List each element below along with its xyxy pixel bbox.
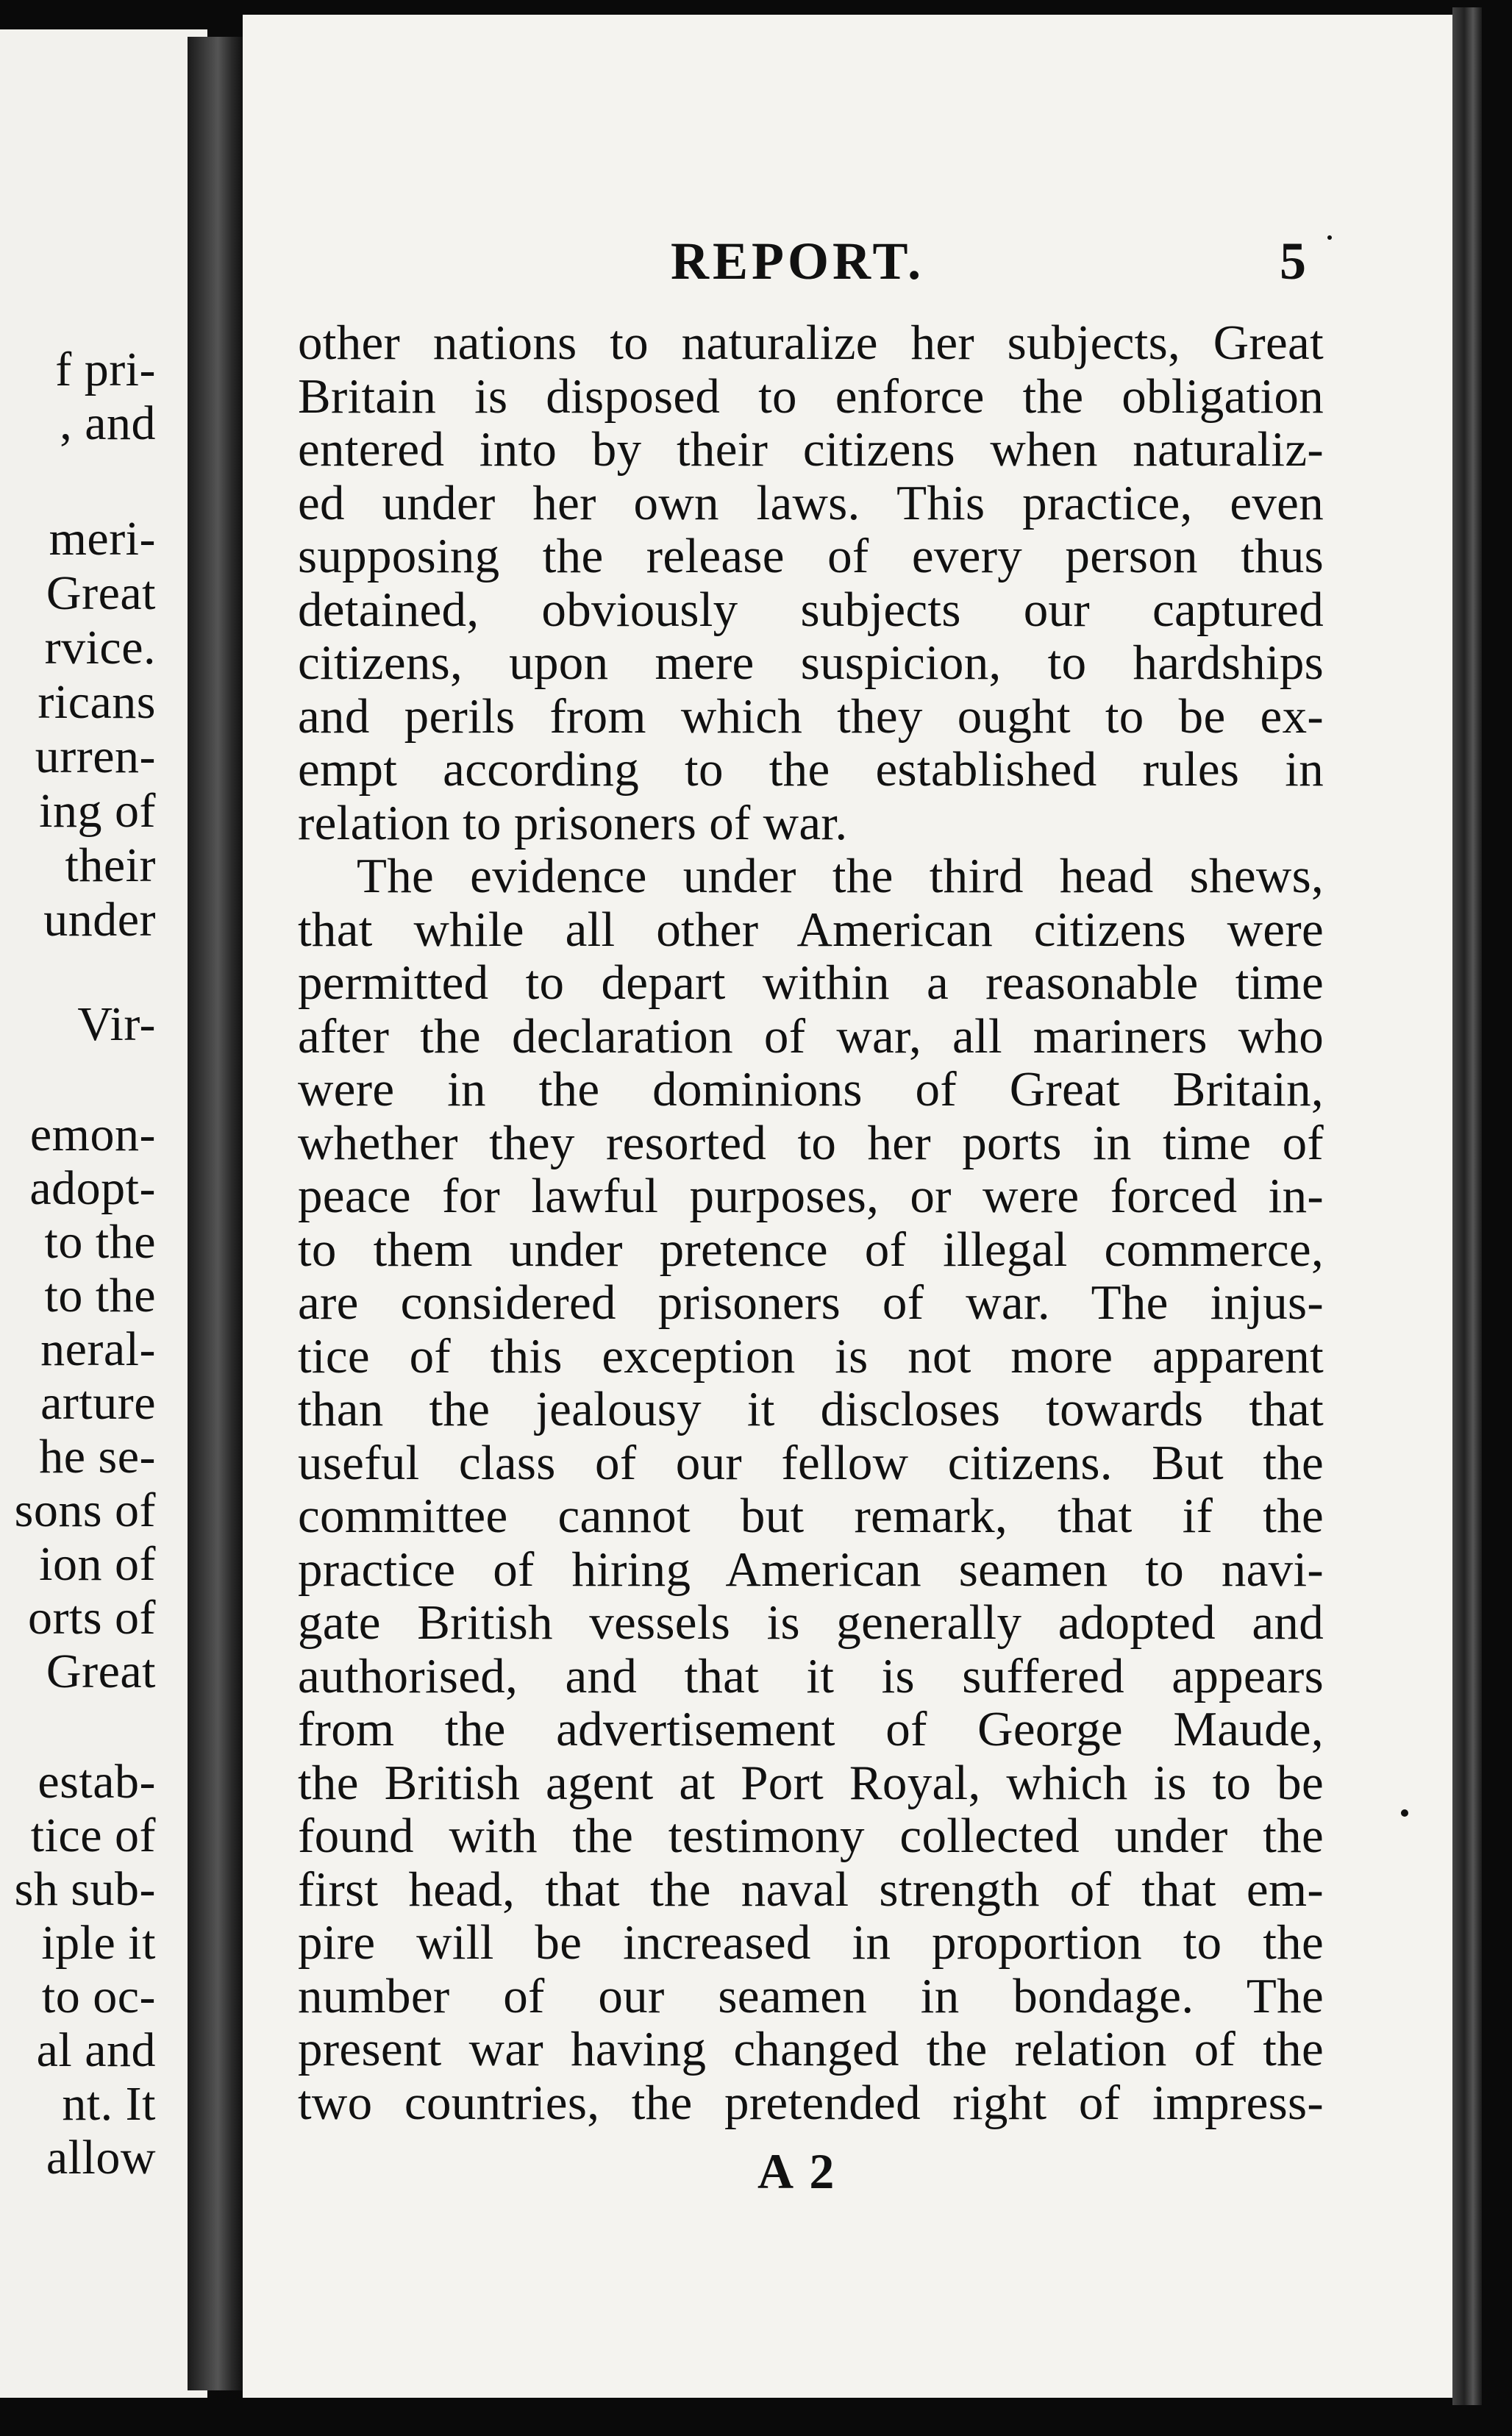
text-line: to them under pretence of illegal commerce, bbox=[298, 1222, 1324, 1277]
page-number: 5 bbox=[1280, 232, 1306, 291]
left-line: their bbox=[65, 838, 156, 892]
left-line: meri- bbox=[49, 512, 156, 566]
text-line: two countries, the pretended right of impress- bbox=[298, 2075, 1324, 2130]
text-line: present war having changed the relation of the bbox=[298, 2022, 1324, 2076]
left-line: estab- bbox=[38, 1755, 156, 1809]
text-line: gate British vessels is generally adopted and bbox=[298, 1595, 1324, 1650]
page-header bbox=[243, 228, 1471, 294]
left-line: ing of bbox=[39, 784, 156, 838]
ink-speck bbox=[1327, 235, 1332, 240]
left-line: he se- bbox=[39, 1430, 156, 1484]
left-line: emon- bbox=[29, 1108, 156, 1161]
text-line: from the advertisement of George Maude, bbox=[298, 1702, 1324, 1756]
left-line: ion of bbox=[39, 1537, 156, 1591]
left-line: ricans bbox=[38, 675, 156, 729]
left-line: sh sub- bbox=[14, 1862, 156, 1916]
text-line: and perils from which they ought to be ex- bbox=[298, 688, 1324, 744]
text-line: pire will be increased in proportion to the bbox=[298, 1915, 1324, 1970]
text-line: authorised, and that it is suffered appears bbox=[298, 1648, 1324, 1703]
book-gutter bbox=[188, 37, 243, 2390]
text-line: relation to prisoners of war. bbox=[298, 795, 848, 850]
ink-speck bbox=[1401, 1809, 1408, 1817]
text-line: the British agent at Port Royal, which is to be bbox=[298, 1755, 1324, 1810]
text-line: were in the dominions of Great Britain, bbox=[298, 1062, 1324, 1116]
text-line: entered into by their citizens when naturaliz- bbox=[298, 422, 1324, 477]
left-line: to the bbox=[44, 1269, 156, 1322]
left-line: nt. It bbox=[62, 2077, 156, 2131]
text-line: supposing the release of every person thus bbox=[298, 529, 1324, 583]
right-page-edge bbox=[1452, 7, 1482, 2405]
text-line: useful class of our fellow citizens. But the bbox=[298, 1435, 1324, 1490]
left-line: Great bbox=[46, 566, 156, 620]
right-page bbox=[243, 15, 1471, 2398]
left-page bbox=[0, 29, 207, 2398]
text-line: peace for lawful purposes, or were forced in- bbox=[298, 1169, 1324, 1223]
running-head: REPORT. bbox=[671, 232, 925, 291]
text-line: are considered prisoners of war. The injus- bbox=[298, 1275, 1324, 1330]
text-line: other nations to naturalize her subjects, Great bbox=[298, 316, 1324, 370]
text-line: whether they resorted to her ports in time of bbox=[298, 1115, 1324, 1170]
text-line: than the jealousy it discloses towards that bbox=[298, 1382, 1324, 1436]
left-line: Great bbox=[46, 1645, 156, 1698]
left-line: under bbox=[43, 893, 156, 947]
left-line: sons of bbox=[14, 1484, 156, 1537]
text-line: after the declaration of war, all mariners who bbox=[298, 1008, 1324, 1064]
left-line: tice of bbox=[30, 1809, 156, 1862]
text-line: first head, that the naval strength of that em- bbox=[298, 1862, 1324, 1917]
left-line: arture bbox=[40, 1376, 156, 1430]
left-line: orts of bbox=[28, 1591, 156, 1645]
left-line: f pri- bbox=[55, 343, 156, 396]
left-line: to the bbox=[44, 1215, 156, 1269]
text-line: permitted to depart within a reasonable time bbox=[298, 955, 1324, 1010]
text-line: that while all other American citizens were bbox=[298, 902, 1324, 957]
left-line: adopt- bbox=[29, 1161, 156, 1215]
text-line: committee cannot but remark, that if the bbox=[298, 1489, 1324, 1543]
text-line: tice of this exception is not more apparent bbox=[298, 1328, 1324, 1383]
left-page-text bbox=[0, 29, 207, 2398]
left-line: to oc- bbox=[41, 1970, 156, 2023]
text-line: practice of hiring American seamen to navi- bbox=[298, 1542, 1324, 1597]
left-line: Vir- bbox=[77, 997, 156, 1051]
text-line: found with the testimony collected under the bbox=[298, 1809, 1324, 1863]
text-line: The evidence under the third head shews, bbox=[357, 849, 1324, 903]
signature-mark: A 2 bbox=[757, 2143, 838, 2199]
left-line: , and bbox=[60, 396, 156, 450]
left-line: urren- bbox=[35, 730, 156, 783]
left-line: rvice. bbox=[44, 621, 156, 674]
left-line: allow bbox=[46, 2131, 156, 2184]
left-line: neral- bbox=[40, 1322, 156, 1376]
left-line: al and bbox=[36, 2023, 156, 2077]
text-line: Britain is disposed to enforce the obligation bbox=[298, 368, 1324, 424]
text-line: detained, obviously subjects our captured bbox=[298, 582, 1324, 637]
body-text bbox=[298, 316, 1324, 2129]
text-line: ed under her own laws. This practice, even bbox=[298, 475, 1324, 530]
text-line: empt according to the established rules in bbox=[298, 742, 1324, 797]
text-line: number of our seamen in bondage. The bbox=[298, 1968, 1324, 2023]
text-line: citizens, upon mere suspicion, to hardships bbox=[298, 635, 1324, 690]
left-line: iple it bbox=[41, 1916, 156, 1970]
